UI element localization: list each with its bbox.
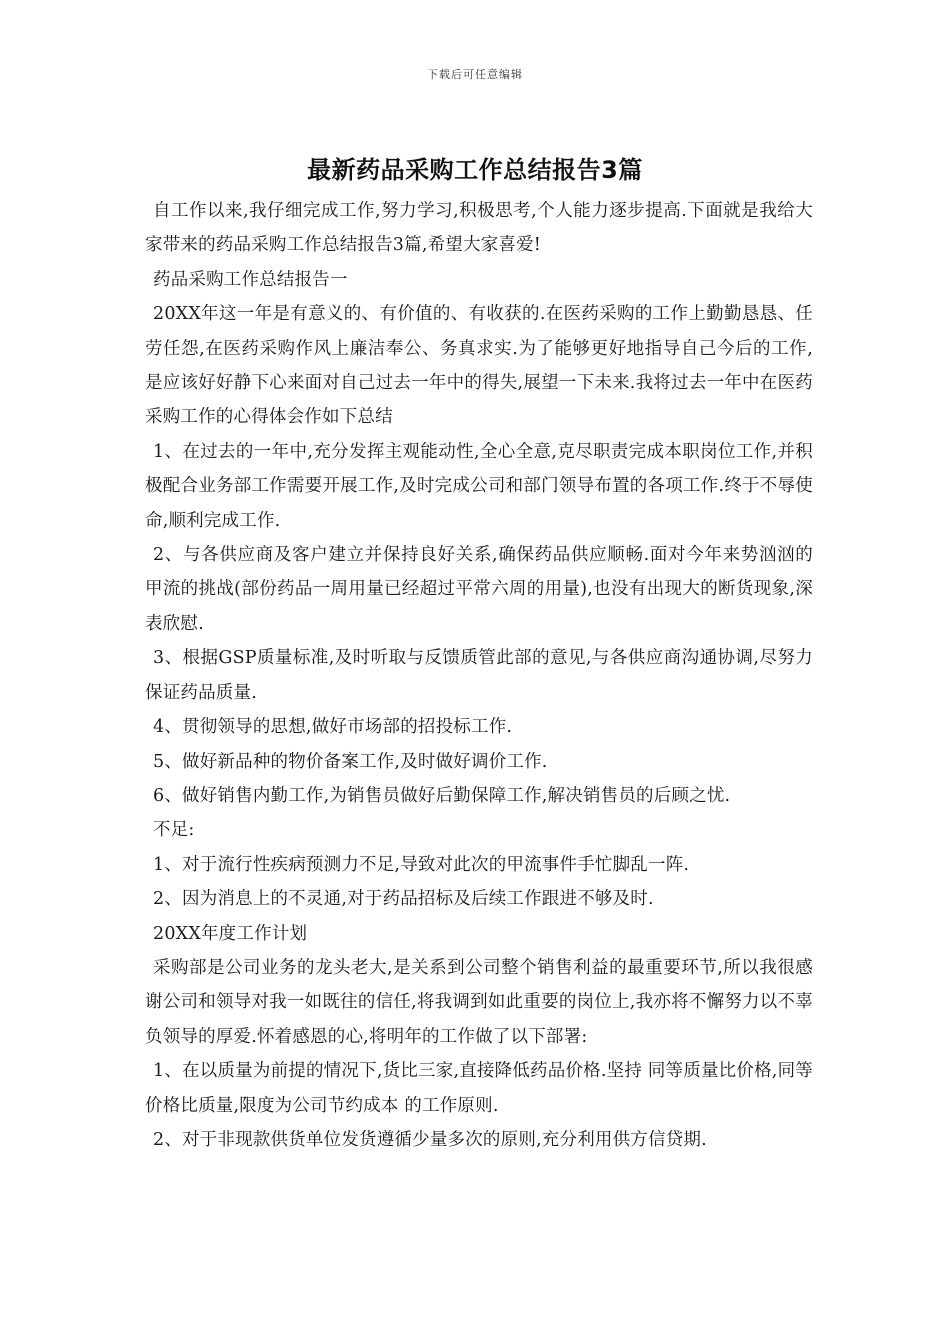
header-note: 下载后可任意编辑 (427, 68, 523, 81)
list-item: 6、做好销售内勤工作,为销售员做好后勤保障工作,解决销售员的后顾之忧. (153, 785, 731, 806)
document-title: 最新药品采购工作总结报告3篇 (307, 156, 643, 184)
intro-paragraph: 自工作以来,我仔细完成工作,努力学习,积极思考,个人能力逐步提高.下面就是我给大家带来的药品采购工作总结报告3篇,希望大家喜爱! (145, 201, 813, 256)
section-heading: 20XX年度工作计划 (153, 923, 308, 944)
list-item: 5、做好新品种的物价备案工作,及时做好调价工作. (153, 751, 548, 772)
list-item: 1、对于流行性疾病预测力不足,导致对此次的甲流事件手忙脚乱一阵. (153, 854, 690, 875)
list-item: 2、因为消息上的不灵通,对于药品招标及后续工作跟进不够及时. (153, 889, 654, 910)
list-item: 3、根据GSP质量标准,及时听取与反馈质管此部的意见,与各供应商沟通协调,尽努力保证药品质量. (145, 648, 813, 703)
section-heading: 药品采购工作总结报告一 (153, 269, 348, 290)
body-paragraph: 采购部是公司业务的龙头老大,是关系到公司整个销售利益的最重要环节,所以我很感谢公司和领导对我一如既往的信任,将我调到如此重要的岗位上,我亦将不懈努力以不辜负领导的厚爱.怀着感恩的心,将明年的工作做了以下部署: (145, 957, 813, 1047)
list-item: 4、贯彻领导的思想,做好市场部的招投标工作. (153, 717, 513, 738)
list-item: 1、在以质量为前提的情况下,货比三家,直接降低药品价格.坚持 同等质量比价格,同等价格比质量,限度为公司节约成本 的工作原则. (145, 1061, 813, 1116)
section-heading: 不足: (153, 820, 195, 841)
list-item: 2、与各供应商及客户建立并保持良好关系,确保药品供应顺畅.面对今年来势汹汹的甲流的挑战(部份药品一周用量已经超过平常六周的用量),也没有出现大的断货现象,深表欣慰. (145, 545, 813, 634)
list-item: 2、对于非现款供货单位发货遵循少量多次的原则,充分利用供方信贷期. (153, 1129, 707, 1150)
list-item: 1、在过去的一年中,充分发挥主观能动性,全心全意,克尽职责完成本职岗位工作,并积极配合业务部工作需要开展工作,及时完成公司和部门领导布置的各项工作.终于不辱使命,顺利完成工作. (145, 441, 813, 531)
body-paragraph: 20XX年这一年是有意义的、有价值的、有收获的.在医药采购的工作上勤勤恳恳、任劳任怨,在医药采购作风上廉洁奉公、务真求实.为了能够更好地指导自己今后的工作,是应该好好静下心来面对自己过去一年中的得失,展望一下未来.我将过去一年中在医药采购工作的心得体会作如下总结 (145, 304, 813, 428)
document-body (145, 194, 813, 1157)
